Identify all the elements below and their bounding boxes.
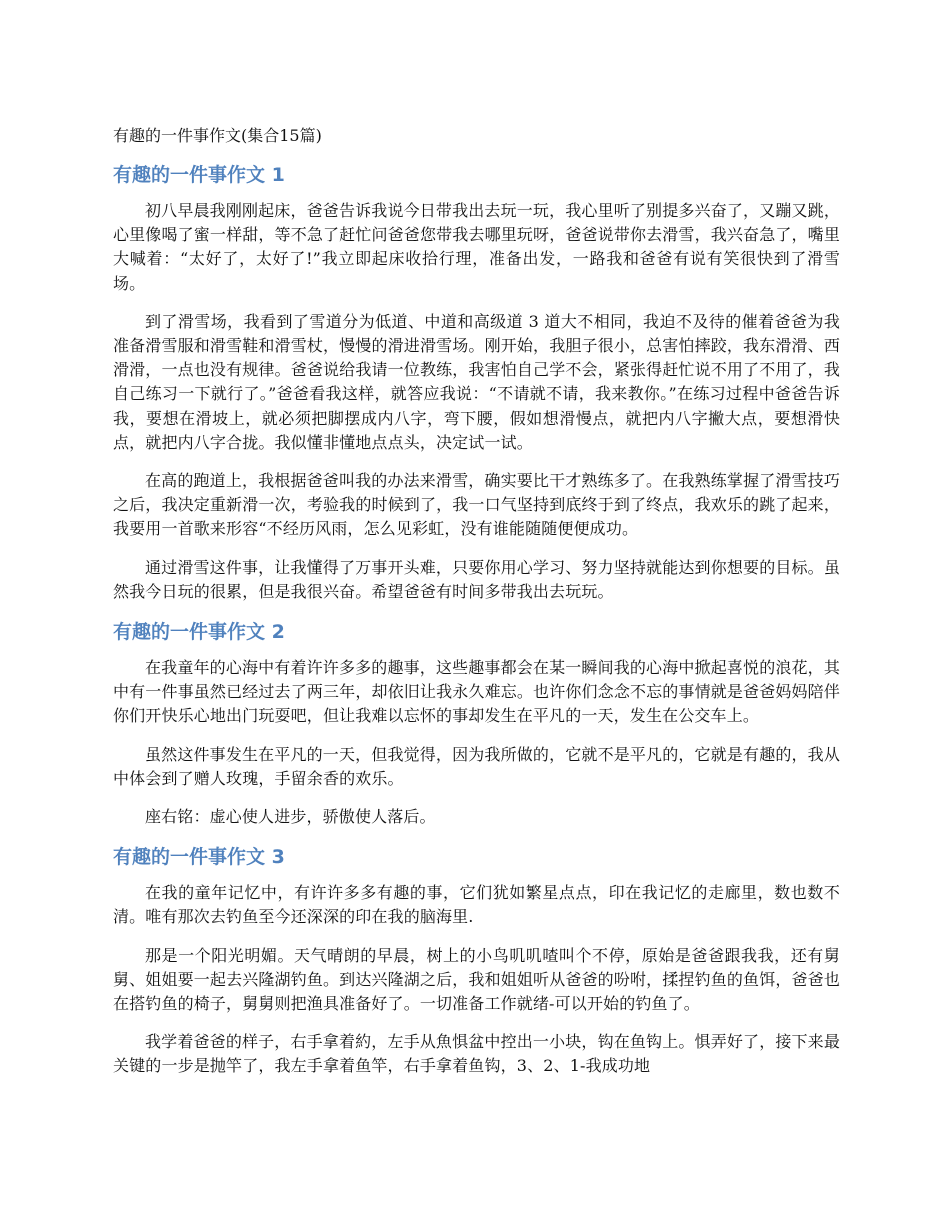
essay-section-3 — [113, 843, 840, 1078]
paragraph: 在我童年的心海中有着许许多多的趣事，这些趣事都会在某一瞬间我的心海中掀起喜悦的浪花，其中有一件事虽然已经过去了两三年，却依旧让我永久难忘。也许你们念念不忘的事情就是爸爸妈妈陪伴你们开快乐心地出门玩耍吧，但让我难以忘怀的事却发生在平凡的一天，发生在公交车上。 — [113, 658, 840, 726]
paragraph: 到了滑雪场，我看到了雪道分为低道、中道和高级道 3 道大不相同，我迫不及待的催着爸爸为我准备滑雪服和滑雪鞋和滑雪杖，慢慢的滑进滑雪场。刚开始，我胆子很小，总害怕摔跤，我东滑滑、西滑滑，一点也没有规律。爸爸说给我请一位教练，我害怕自己学不会，紧张得赶忙说不用了不用了，我自己练习一下就行了。”爸爸看我这样，就答应我说：“不请就不请，我来教你。”在练习过程中爸爸告诉我，要想在滑坡上，就必须把脚摆成内八字，弯下腰，假如想滑慢点，就把内八字撇大点，要想滑快点，就把内八字合拢。我似懂非懂地点点头，决定试一试。 — [113, 311, 840, 452]
section-heading-2: 有趣的一件事作文 2 — [113, 621, 285, 644]
paragraph: 初八早晨我刚刚起床，爸爸告诉我说今日带我出去玩一玩，我心里听了别提多兴奋了，又蹦又跳，心里像喝了蜜一样甜，等不急了赶忙问爸爸您带我去哪里玩呀，爸爸说带你去滑雪，我兴奋急了，嘴里大喊着：“太好了，太好了!”我立即起床收拾行理，准备出发，一路我和爸爸有说有笑很快到了滑雪场。 — [113, 201, 840, 293]
paragraph: 虽然这件事发生在平凡的一天，但我觉得，因为我所做的，它就不是平凡的，它就是有趣的，我从中体会到了赠人玫瑰，手留余香的欢乐。 — [113, 744, 840, 788]
paragraph: 我学着爸爸的样子，右手拿着約，左手从魚惧盆中控出一小块，钩在鱼钩上。惧弄好了，接下来最关键的一步是抛竿了，我左手拿着鱼竿，右手拿着鱼钩，3、2、1-我成功地 — [113, 1032, 840, 1076]
essay-section-1 — [113, 161, 840, 604]
section-heading-3: 有趣的一件事作文 3 — [113, 846, 285, 869]
document-title: 有趣的一件事作文(集合15篇) — [113, 126, 322, 145]
paragraph: 通过滑雪这件事，让我懂得了万事开头难，只要你用心学习、努力坚持就能达到你想要的目标。虽然我今日玩的很累，但是我很兴奋。希望爸爸有时间多带我出去玩玩。 — [113, 557, 840, 601]
paragraph: 在我的童年记忆中，有许许多多有趣的事，它们犹如繁星点点，印在我记忆的走廊里，数也数不清。唯有那次去钓鱼至今还深深的印在我的脑海里. — [113, 883, 840, 927]
paragraph: 那是一个阳光明媚。天气晴朗的早晨，树上的小鸟叽叽喳叫个不停，原始是爸爸跟我我，还有舅舅、姐姐要一起去兴隆湖钓鱼。到达兴隆湖之后，我和姐姐听从爸爸的吩咐，揉捏钓鱼的鱼饵，爸爸也在搭钓鱼的椅子，舅舅则把渔具准备好了。一切准备工作就绪-可以开始的钓鱼了。 — [113, 945, 840, 1014]
paragraph: 在高的跑道上，我根据爸爸叫我的办法来滑雪，确实要比干才熟练多了。在我熟练掌握了滑雪技巧之后，我决定重新滑一次，考验我的时候到了，我一口气坚持到底终于到了终点，我欢乐的跳了起来，我要用一首歌来形容“不经历风雨，怎么见彩虹，没有谁能随随便便成功。 — [113, 471, 840, 539]
document-page — [113, 124, 840, 1093]
section-heading-1: 有趣的一件事作文 1 — [113, 164, 285, 186]
paragraph: 座右铭：虚心使人进步，骄傲使人落后。 — [145, 807, 436, 827]
essay-section-2 — [113, 618, 840, 829]
